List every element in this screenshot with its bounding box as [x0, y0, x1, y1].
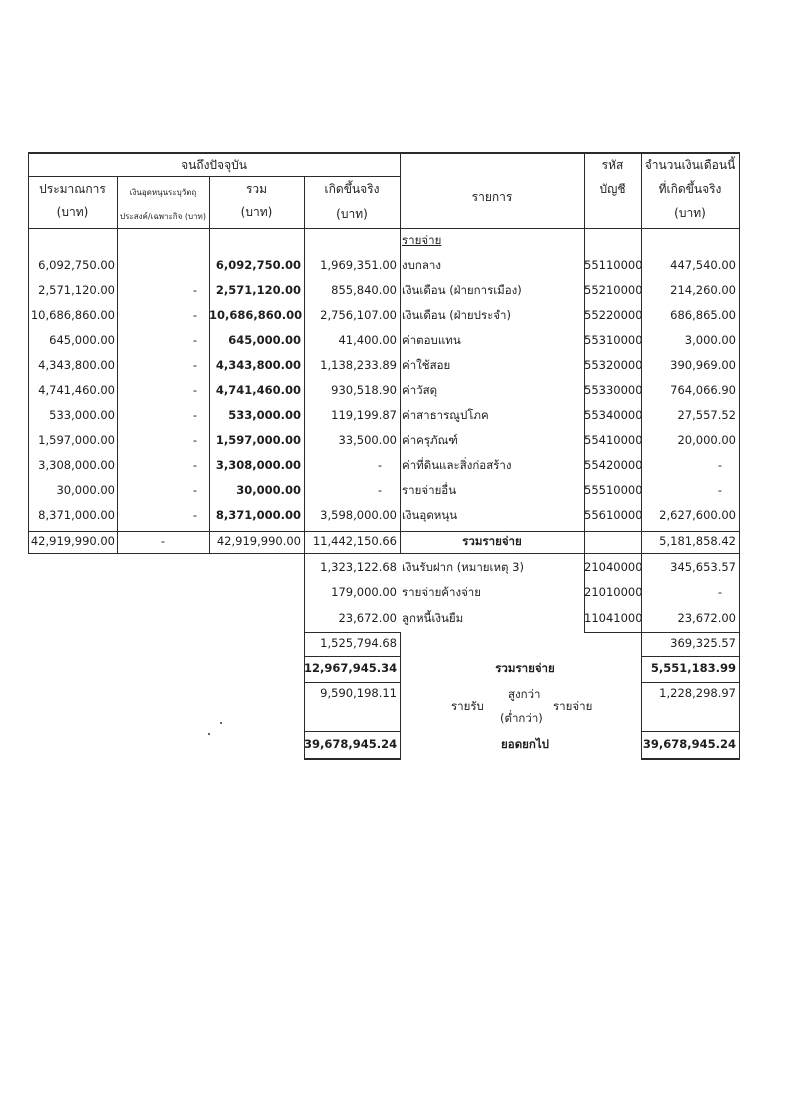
reserve-cell: -: [192, 308, 197, 322]
scan-speck: [220, 722, 222, 724]
budget-cell: 533,000.00: [49, 408, 115, 422]
code-cell: 55330000: [584, 383, 643, 397]
budget-cell: 645,000.00: [49, 333, 115, 347]
item-cell: ค่าวัสดุ: [402, 383, 438, 397]
header-month-line1: จำนวนเงินเดือนนี้: [644, 158, 736, 172]
month-cell: 345,653.57: [670, 560, 736, 574]
code-cell: 55220000: [584, 308, 643, 322]
month-cell: -: [717, 585, 722, 599]
subtotal-actual: 1,525,794.68: [320, 636, 397, 650]
total-cell: 4,343,800.00: [215, 358, 301, 372]
item-cell: เงินอุดหนุน: [402, 508, 458, 522]
total-cell: 30,000.00: [236, 483, 301, 497]
item-cell: เงินเดือน (ฝ่ายประจำ): [402, 308, 511, 322]
total-cell: 4,741,460.00: [215, 383, 301, 397]
total-label: รวมรายจ่าย: [462, 534, 522, 548]
total-cell: 10,686,860.00: [209, 308, 303, 322]
code-cell: 55340000: [584, 408, 643, 422]
reserve-cell: -: [192, 433, 197, 447]
header-month-line2: ที่เกิดขึ้นจริง: [658, 182, 722, 196]
code-cell: 21010000: [584, 585, 643, 599]
budget-cell: 30,000.00: [56, 483, 115, 497]
item-cell: ค่าสาธารณูปโภค: [402, 408, 489, 422]
carry-month: 39,678,945.24: [642, 737, 736, 751]
subtotal-month: 369,325.57: [670, 636, 736, 650]
reserve-cell: -: [192, 408, 197, 422]
surplus-left-label: รายรับ: [451, 699, 484, 713]
header-code-line2: บัญชี: [599, 182, 626, 196]
total-cell: 645,000.00: [228, 333, 301, 347]
month-cell: -: [717, 458, 722, 472]
budget-cell: 8,371,000.00: [38, 508, 115, 522]
header-item: รายการ: [471, 190, 513, 204]
reserve-cell: -: [192, 383, 197, 397]
item-cell: ค่าครุภัณฑ์: [402, 433, 458, 447]
budget-cell: 3,308,000.00: [38, 458, 115, 472]
item-cell: ค่าตอบแทน: [402, 333, 461, 347]
header-reserve-line2: ประสงค์/เฉพาะกิจ (บาท): [120, 212, 206, 221]
item-cell: ลูกหนี้เงินยืม: [402, 611, 464, 625]
code-cell: 55610000: [584, 508, 643, 522]
header-actual-line1: เกิดขึ้นจริง: [324, 182, 380, 196]
scan-speck: [208, 733, 210, 735]
surplus-bottom-label: (ต่ำกว่า): [500, 711, 543, 725]
actual-cell: 179,000.00: [331, 585, 397, 599]
grand-expense-month: 5,551,183.99: [650, 661, 736, 675]
header-total-line2: (บาท): [240, 205, 273, 219]
month-cell: 214,260.00: [670, 283, 736, 297]
total-reserve: -: [160, 534, 166, 548]
actual-cell: 3,598,000.00: [320, 508, 397, 522]
code-cell: 55110000: [584, 258, 643, 272]
section-label: รายจ่าย: [402, 233, 442, 247]
reserve-cell: -: [192, 483, 197, 497]
actual-cell: 855,840.00: [331, 283, 397, 297]
code-cell: 11041000: [584, 611, 643, 625]
surplus-right-label: รายจ่าย: [553, 699, 593, 713]
code-cell: 55310000: [584, 333, 643, 347]
total-cell: 6,092,750.00: [215, 258, 301, 272]
reserve-cell: -: [192, 333, 197, 347]
total-month: 5,181,858.42: [659, 534, 736, 548]
actual-cell: 1,323,122.68: [320, 560, 397, 574]
total-cell: 2,571,120.00: [215, 283, 301, 297]
actual-cell: 23,672.00: [338, 611, 397, 625]
reserve-cell: -: [192, 358, 197, 372]
header-budget-line2: (บาท): [56, 205, 89, 219]
item-cell: เงินเดือน (ฝ่ายการเมือง): [402, 283, 522, 297]
budget-cell: 2,571,120.00: [38, 283, 115, 297]
code-cell: 21040000: [584, 560, 643, 574]
header-month-line3: (บาท): [674, 206, 706, 220]
header-code-line1: รหัส: [601, 158, 624, 172]
code-cell: 55420000: [584, 458, 643, 472]
month-cell: 23,672.00: [677, 611, 736, 625]
total-cell: 8,371,000.00: [215, 508, 301, 522]
budget-cell: 4,343,800.00: [38, 358, 115, 372]
item-cell: งบกลาง: [402, 258, 441, 272]
actual-cell: 33,500.00: [338, 433, 397, 447]
budget-cell: 6,092,750.00: [38, 258, 115, 272]
grand-expense-actual: 12,967,945.34: [304, 661, 398, 675]
budget-cell: 1,597,000.00: [38, 433, 115, 447]
total-cell: 3,308,000.00: [215, 458, 301, 472]
actual-cell: 1,138,233.89: [320, 358, 397, 372]
total-total: 42,919,990.00: [216, 534, 301, 548]
month-cell: 2,627,600.00: [659, 508, 736, 522]
actual-cell: 2,756,107.00: [320, 308, 397, 322]
actual-cell: 119,199.87: [331, 408, 397, 422]
budget-cell: 4,741,460.00: [38, 383, 115, 397]
month-cell: 390,969.00: [670, 358, 736, 372]
budget-cell: 10,686,860.00: [30, 308, 115, 322]
item-cell: ค่าที่ดินและสิ่งก่อสร้าง: [402, 458, 512, 472]
month-cell: -: [717, 483, 722, 497]
total-actual: 11,442,150.66: [312, 534, 397, 548]
surplus-top-label: สูงกว่า: [508, 687, 541, 701]
item-cell: ค่าใช้สอย: [402, 358, 451, 372]
header-actual-line2: (บาท): [336, 207, 368, 221]
month-cell: 20,000.00: [677, 433, 736, 447]
header-total-line1: รวม: [245, 182, 268, 196]
total-cell: 1,597,000.00: [215, 433, 301, 447]
total-budget: 42,919,990.00: [30, 534, 115, 548]
surplus-month: 1,228,298.97: [659, 686, 736, 700]
code-cell: 55510000: [584, 483, 643, 497]
reserve-cell: -: [192, 458, 197, 472]
code-cell: 55210000: [584, 283, 643, 297]
item-cell: เงินรับฝาก (หมายเหตุ 3): [402, 560, 524, 574]
header-budget-line1: ประมาณการ: [39, 182, 106, 196]
header-reserve-line1: เงินอุดหนุนระบุวัตถุ: [129, 188, 197, 197]
actual-cell: -: [377, 483, 382, 497]
actual-cell: 1,969,351.00: [320, 258, 397, 272]
month-cell: 447,540.00: [670, 258, 736, 272]
grand-expense-label: รวมรายจ่าย: [495, 661, 555, 675]
carry-actual: 39,678,945.24: [304, 737, 398, 751]
month-cell: 27,557.52: [677, 408, 736, 422]
actual-cell: 930,518.90: [331, 383, 397, 397]
code-cell: 55410000: [584, 433, 643, 447]
actual-cell: -: [377, 458, 382, 472]
code-cell: 55320000: [584, 358, 643, 372]
actual-cell: 41,400.00: [338, 333, 397, 347]
reserve-cell: -: [192, 283, 197, 297]
reserve-cell: -: [192, 508, 197, 522]
total-cell: 533,000.00: [228, 408, 301, 422]
header-group-title: จนถึงปัจจุบัน: [181, 158, 247, 172]
month-cell: 3,000.00: [684, 333, 736, 347]
surplus-actual: 9,590,198.11: [320, 686, 397, 700]
item-cell: รายจ่ายค้างจ่าย: [402, 585, 482, 599]
item-cell: รายจ่ายอื่น: [402, 483, 457, 497]
month-cell: 764,066.90: [670, 383, 736, 397]
month-cell: 686,865.00: [670, 308, 736, 322]
carry-label: ยอดยกไป: [501, 737, 549, 751]
